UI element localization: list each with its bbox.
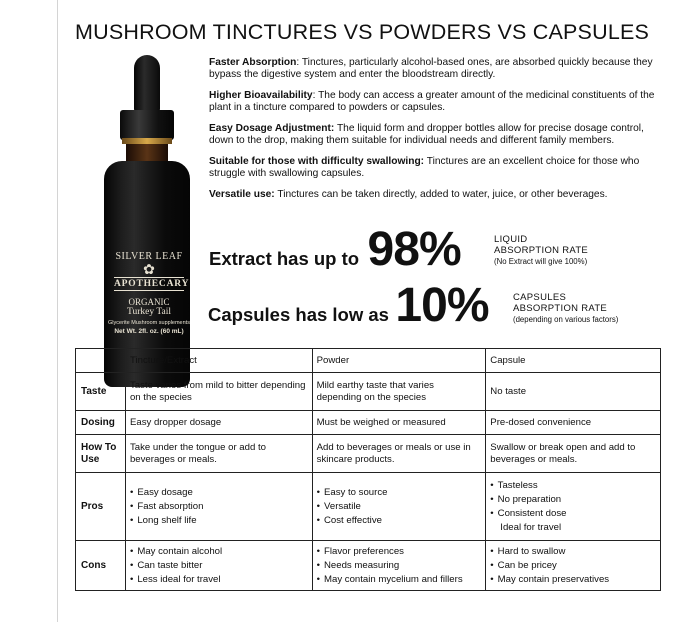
table-cell: Must be weighed or measured bbox=[312, 411, 486, 435]
table-cell bbox=[486, 541, 661, 591]
table-cell: No taste bbox=[486, 373, 661, 411]
row-label: Taste bbox=[76, 373, 126, 411]
table-header-cell: Powder bbox=[312, 349, 486, 373]
table-cell bbox=[312, 473, 486, 541]
table-cell: Add to beverages or meals or use in skincare products. bbox=[312, 435, 486, 473]
table-cell: Pre-dosed convenience bbox=[486, 411, 661, 435]
benefit-item bbox=[209, 189, 669, 201]
benefit-item bbox=[209, 57, 669, 81]
stat-lead: Extract has up to bbox=[209, 248, 360, 269]
stat-label2: ABSORPTION RATE bbox=[513, 303, 608, 314]
list-item: • Long shelf life bbox=[130, 514, 308, 528]
organic-label: ORGANIC bbox=[128, 297, 170, 307]
list-item: • Flavor preferences bbox=[317, 545, 482, 559]
benefit-item bbox=[209, 123, 669, 147]
list-item: • Easy to source bbox=[317, 486, 482, 500]
list-item: • No preparation bbox=[490, 493, 656, 507]
brand-line2: APOTHECARY bbox=[114, 279, 190, 289]
table-cell bbox=[125, 473, 312, 541]
product-subtitle: Glycerite Mushroom supplements bbox=[108, 320, 190, 326]
benefit-heading: Suitable for those with difficulty swallowing: bbox=[209, 156, 425, 167]
stat-lead: Capsules has low as bbox=[208, 304, 389, 325]
stat-label1: LIQUID bbox=[494, 234, 528, 245]
benefit-item bbox=[209, 90, 669, 114]
table-row bbox=[76, 411, 661, 435]
row-label: Pros bbox=[76, 473, 126, 541]
liquid-absorption-stat bbox=[209, 222, 589, 277]
list-item: • Hard to swallow bbox=[490, 545, 656, 559]
net-weight: Net Wt. 2fl. oz. (60 mL) bbox=[114, 328, 184, 335]
bottle-label bbox=[108, 251, 190, 335]
table-header-cell: Capsule bbox=[486, 349, 661, 373]
list-item: • May contain preservatives bbox=[490, 573, 656, 587]
list-item: • May contain alcohol bbox=[130, 545, 308, 559]
list-item: • Easy dosage bbox=[130, 486, 308, 500]
stat-note: (depending on various factors) bbox=[513, 315, 619, 324]
table-cell bbox=[486, 473, 661, 541]
row-label: How To Use bbox=[76, 435, 126, 473]
table-cell: Taste varies from mild to bitter depending on the species bbox=[125, 373, 312, 411]
table-cell bbox=[125, 541, 312, 591]
product-name: Turkey Tail bbox=[127, 307, 171, 317]
benefit-heading: Faster Absorption bbox=[209, 57, 297, 68]
capsule-absorption-stat bbox=[208, 278, 619, 333]
list-item: • Cost effective bbox=[317, 514, 482, 528]
table-cell: Take under the tongue or add to beverages or meals. bbox=[125, 435, 312, 473]
row-label: Dosing bbox=[76, 411, 126, 435]
benefits-list bbox=[209, 57, 669, 210]
dropper-cap bbox=[120, 110, 174, 140]
page-title: MUSHROOM TINCTURES VS POWDERS VS CAPSULES bbox=[75, 20, 650, 44]
table-cell: Mild earthy taste that varies depending on the species bbox=[312, 373, 486, 411]
benefit-text: : The body can access a greater amount of the medicinal constituents of the plant in a tincture compared to powders or capsules. bbox=[209, 90, 655, 113]
table-cell: Easy dropper dosage bbox=[125, 411, 312, 435]
stat-value: 10% bbox=[395, 279, 489, 332]
stat-label1: CAPSULES bbox=[513, 292, 567, 303]
benefit-heading: Easy Dosage Adjustment: bbox=[209, 123, 335, 134]
comparison-table bbox=[75, 348, 661, 591]
benefit-text: : Tinctures, particularly alcohol-based ones, are absorbed quickly because they bypass the digestive system and enter the bloodstream directly. bbox=[209, 57, 653, 80]
benefit-heading: Versatile use: bbox=[209, 189, 275, 200]
table-row bbox=[76, 473, 661, 541]
row-label: Cons bbox=[76, 541, 126, 591]
list-item: Ideal for travel bbox=[500, 521, 562, 533]
stat-label2: ABSORPTION RATE bbox=[494, 245, 589, 256]
list-item: • Can taste bitter bbox=[130, 559, 308, 573]
stat-caption bbox=[494, 234, 588, 267]
list-item: • Consistent dose bbox=[490, 507, 656, 521]
table-row bbox=[76, 373, 661, 411]
table-header-row bbox=[76, 349, 661, 373]
table-cell: Swallow or break open and add to beverages or meals. bbox=[486, 435, 661, 473]
benefit-heading: Higher Bioavailability bbox=[209, 90, 313, 101]
leaf-icon: ✿ bbox=[143, 261, 155, 277]
table-header-cell bbox=[76, 349, 126, 373]
benefit-item bbox=[209, 156, 669, 180]
list-item: • May contain mycelium and fillers bbox=[317, 573, 482, 587]
benefit-text: Tinctures can be taken directly, added to water, juice, or other beverages. bbox=[274, 189, 608, 200]
stat-note: (No Extract will give 100%) bbox=[494, 257, 588, 266]
list-item: • Versatile bbox=[317, 500, 482, 514]
table-row bbox=[76, 435, 661, 473]
table-row bbox=[76, 541, 661, 591]
stat-caption bbox=[513, 292, 618, 325]
table-cell bbox=[312, 541, 486, 591]
list-item: • Fast absorption bbox=[130, 500, 308, 514]
stat-value: 98% bbox=[367, 223, 461, 276]
brand-line1: SILVER LEAF bbox=[115, 251, 183, 262]
list-item: • Can be pricey bbox=[490, 559, 656, 573]
list-item: • Needs measuring bbox=[317, 559, 482, 573]
table-header-cell: Tincture/Extract bbox=[125, 349, 312, 373]
dropper-bulb bbox=[134, 55, 160, 113]
benefit-text: The liquid form and dropper bottles allow for precise dosage control, down to the drop, making them suitable for individual needs and different family members. bbox=[209, 123, 644, 146]
benefit-text: Tinctures are an excellent choice for those who struggle with swallowing capsules. bbox=[209, 156, 640, 179]
list-item: • Less ideal for travel bbox=[130, 573, 308, 587]
tincture-bottle-image bbox=[100, 55, 196, 335]
list-item: • Tasteless bbox=[490, 479, 656, 493]
